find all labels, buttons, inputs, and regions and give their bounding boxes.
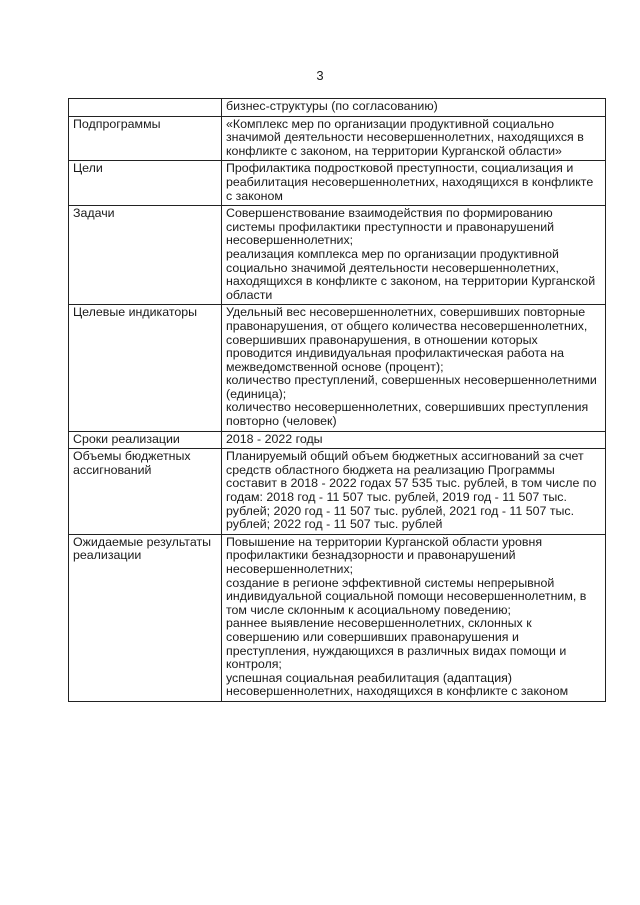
row-value: [222, 206, 606, 305]
row-label: [69, 99, 222, 117]
row-text: реализация комплекса мер по организации продуктивной социально значимой деятельности несовершеннолетних, находящихся в конфликте с законом, на территории Курганской области: [226, 246, 596, 302]
row-value: [222, 431, 606, 449]
row-text: Удельный вес несовершеннолетних, совершивших повторные правонарушения, от общего количества несовершеннолетних, совершивших правонарушения, в отношении которых проводится индивидуальная профилактическая работа на межведомственной основе (процент);: [226, 305, 588, 374]
row-text: «Комплекс мер по организации продуктивной социально значимой деятельности несовершеннолетних, находящихся в конфликте с законом, на территории Курганской области»: [226, 116, 584, 158]
table-row: [69, 161, 606, 206]
row-value: [222, 449, 606, 535]
row-text: Профилактика подростковой преступности, социализация и реабилитация несовершеннолетних, находящихся в конфликте с законом: [226, 161, 594, 203]
row-text: раннее выявление несовершеннолетних, склонных к совершению или совершивших правонарушения и преступления, нуждающихся в различных видах помощи и контроля;: [226, 616, 567, 672]
row-value: [222, 534, 606, 701]
row-text: создание в регионе эффективной системы непрерывной индивидуальной социальной помощи несовершеннолетним, в том числе склонным к асоциальному поведению;: [226, 575, 587, 617]
table-row: [69, 116, 606, 161]
row-label: Сроки реализации: [69, 431, 222, 449]
table-row: [69, 206, 606, 305]
row-text: Совершенствование взаимодействия по формированию системы профилактики преступности и правонарушений несовершеннолетних;: [226, 206, 555, 248]
row-text: Повышение на территории Курганской области уровня профилактики безнадзорности и правонарушений несовершеннолетних;: [226, 534, 543, 576]
table-row: [69, 431, 606, 449]
row-value: [222, 116, 606, 161]
row-label: Подпрограммы: [69, 116, 222, 161]
table-row: [69, 449, 606, 535]
row-text: Планируемый общий объем бюджетных ассигнований за счет средств областного бюджета на реализацию Программы составит в 2018 - 2022 годах 57 535 тыс. рублей, в том числе по годам: 2018 год - 11 507 тыс. рублей, 2019 год - 11 507 тыс. рублей; 2020 год - 11 507 тыс. рублей, 2021 год - 11 507 тыс. рублей; 2022 год - 11 507 тыс. рублей: [226, 449, 597, 532]
row-label: Задачи: [69, 206, 222, 305]
row-value: [222, 305, 606, 431]
row-text: количество преступлений, совершенных несовершеннолетними (единица);: [226, 373, 597, 401]
row-label: Цели: [69, 161, 222, 206]
row-value: [222, 99, 606, 117]
table-row: [69, 99, 606, 117]
row-text: бизнес-структуры (по согласованию): [226, 99, 438, 113]
row-label: Объемы бюджетных ассигнований: [69, 449, 222, 535]
page-number: 3: [316, 68, 324, 83]
row-label: Ожидаемые результаты реализации: [69, 534, 222, 701]
row-label: Целевые индикаторы: [69, 305, 222, 431]
row-text: успешная социальная реабилитация (адаптация) несовершеннолетних, находящихся в конфликте с законом: [226, 670, 569, 699]
row-text: количество несовершеннолетних, совершивших преступления повторно (человек): [226, 400, 589, 429]
table-row: [69, 534, 606, 701]
row-value: [222, 161, 606, 206]
program-passport-table: [68, 98, 606, 702]
row-text: 2018 - 2022 годы: [226, 431, 323, 446]
table-row: [69, 305, 606, 431]
